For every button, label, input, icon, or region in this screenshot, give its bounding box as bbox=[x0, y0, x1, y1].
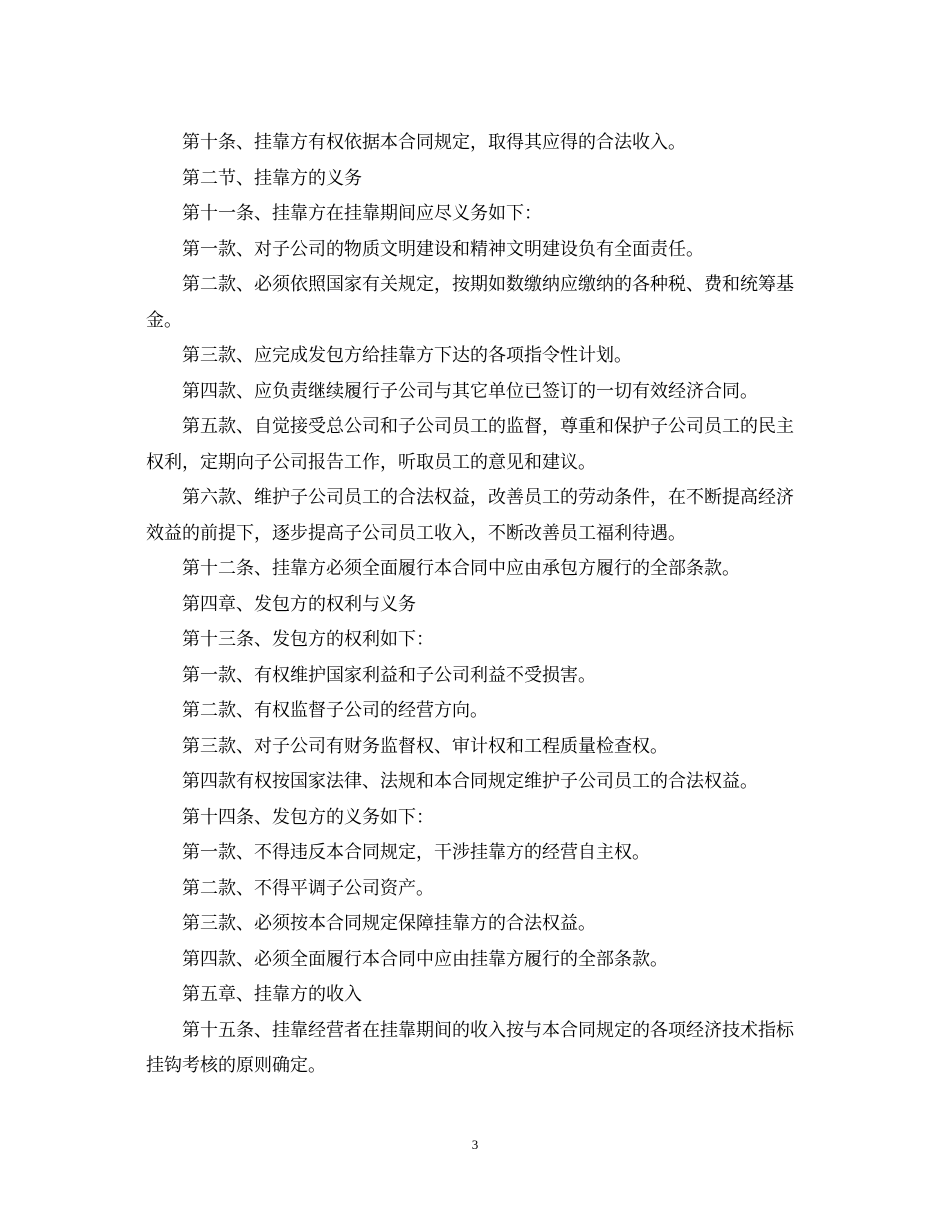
document-body bbox=[146, 125, 806, 1084]
paragraph: 第四款、必须全面履行本合同中应由挂靠方履行的全部条款。 bbox=[182, 948, 668, 970]
page-number: 3 bbox=[471, 1137, 479, 1152]
paragraph: 第十二条、挂靠方必须全面履行本合同中应由承包方履行的全部条款。 bbox=[182, 558, 740, 579]
paragraph: 第一款、不得违反本合同规定，干涉挂靠方的经营自主权。 bbox=[182, 842, 650, 863]
chapter-heading: 第五章、挂靠方的收入 bbox=[182, 984, 362, 1005]
paragraph: 第三款、对子公司有财务监督权、审计权和工程质量检查权。 bbox=[182, 735, 668, 757]
paragraph: 第一款、对子公司的物质文明建设和精神文明建设负有全面责任。 bbox=[182, 238, 704, 260]
section-heading: 第二节、挂靠方的义务 bbox=[182, 167, 362, 189]
paragraph: 第十条、挂靠方有权依据本合同规定，取得其应得的合法收入。 bbox=[182, 132, 686, 153]
chapter-heading: 第四章、发包方的权利与义务 bbox=[182, 593, 416, 615]
paragraph: 第十五条、挂靠经营者在挂靠期间的收入按与本合同规定的各项经济技术指标挂钩考核的原则确定。 bbox=[146, 1019, 794, 1076]
paragraph: 第三款、必须按本合同规定保障挂靠方的合法权益。 bbox=[182, 913, 596, 934]
paragraph: 第一款、有权维护国家利益和子公司利益不受损害。 bbox=[182, 664, 596, 686]
paragraph: 第二款、不得平调子公司资产。 bbox=[182, 877, 434, 899]
paragraph: 第五款、自觉接受总公司和子公司员工的监督，尊重和保护子公司员工的民主权利，定期向子公司报告工作，听取员工的意见和建议。 bbox=[146, 416, 794, 473]
paragraph: 第二款、有权监督子公司的经营方向。 bbox=[182, 700, 488, 721]
paragraph: 第十一条、挂靠方在挂靠期间应尽义务如下： bbox=[182, 203, 542, 224]
paragraph: 第十三条、发包方的权利如下： bbox=[182, 629, 434, 650]
paragraph: 第四款、应负责继续履行子公司与其它单位已签订的一切有效经济合同。 bbox=[182, 380, 758, 402]
paragraph: 第二款、必须依照国家有关规定，按期如数缴纳应缴纳的各种税、费和统筹基金。 bbox=[146, 274, 794, 331]
paragraph: 第四款有权按国家法律、法规和本合同规定维护子公司员工的合法权益。 bbox=[182, 771, 758, 792]
paragraph: 第三款、应完成发包方给挂靠方下达的各项指令性计划。 bbox=[182, 345, 632, 366]
paragraph: 第六款、维护子公司员工的合法权益，改善员工的劳动条件，在不断提高经济效益的前提下，逐步提高子公司员工收入，不断改善员工福利待遇。 bbox=[146, 487, 794, 544]
paragraph: 第十四条、发包方的义务如下： bbox=[182, 806, 434, 828]
